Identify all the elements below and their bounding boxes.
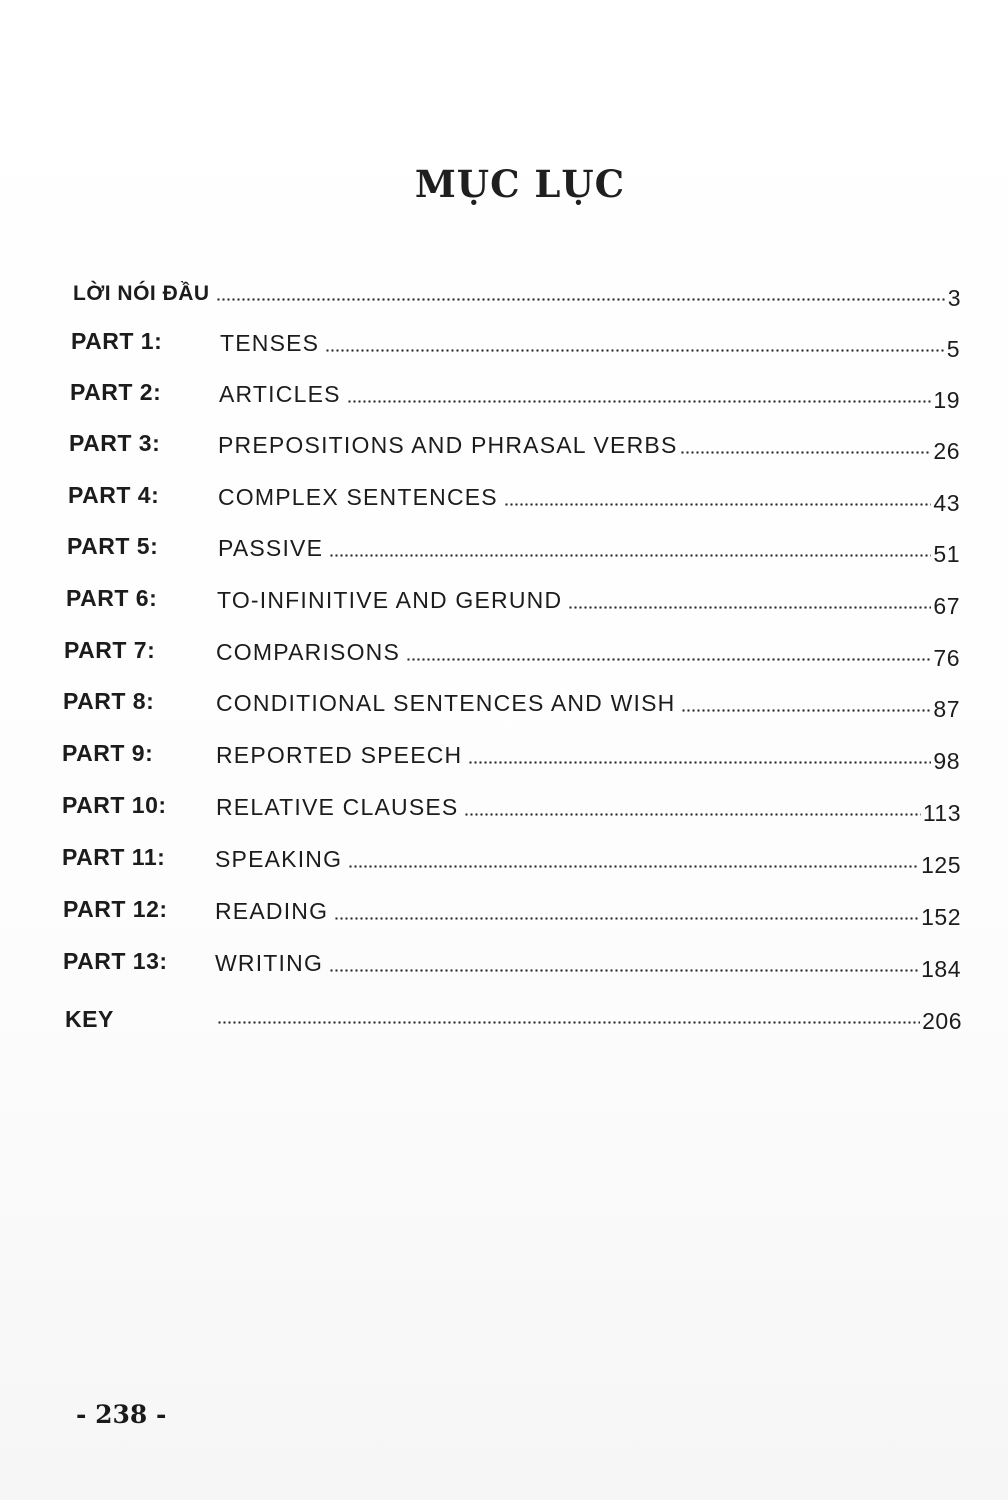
toc-entry-label: PART 9: <box>62 740 154 766</box>
toc-entry-part-8[interactable] <box>63 687 960 722</box>
toc-entry-page: 5 <box>946 336 960 362</box>
page-title: MỤC LỤC <box>414 162 626 206</box>
toc-entry-label: PART 8: <box>63 688 155 714</box>
toc-entry-part-11[interactable] <box>62 843 961 878</box>
toc-entry-title: RELATIVE CLAUSES <box>216 794 459 820</box>
toc-entry-page: 26 <box>933 438 960 464</box>
toc-entry-page: 125 <box>921 852 961 878</box>
toc-entry-label: LỜI NÓI ĐẦU <box>73 282 210 305</box>
toc-entry-part-7[interactable] <box>64 636 960 671</box>
toc-entry-title: COMPLEX SENTENCES <box>218 484 498 510</box>
toc-entry-label: PART 1: <box>71 328 163 354</box>
toc-entry-part-3[interactable] <box>69 429 960 464</box>
toc-entry-label: PART 2: <box>70 379 162 405</box>
toc-leader-dots <box>334 917 919 920</box>
toc-leader-dots <box>348 865 919 868</box>
toc-entry-page: 19 <box>933 387 960 413</box>
toc-entry-label: PART 4: <box>68 482 160 508</box>
toc-leader-dots <box>329 554 931 557</box>
toc-entry-page: 152 <box>921 904 961 930</box>
toc-leader-dots <box>406 658 931 661</box>
toc-leader-dots <box>504 503 932 506</box>
toc-entry-key[interactable] <box>65 999 962 1034</box>
toc-entry-title: READING <box>215 898 329 924</box>
toc-entry-part-13[interactable] <box>63 947 961 982</box>
toc-leader-dots <box>464 813 920 816</box>
toc-entry-page: 87 <box>933 696 960 722</box>
toc-entry-label: PART 13: <box>63 948 168 974</box>
toc-leader-dots <box>568 606 931 609</box>
toc-entry-title: TENSES <box>220 330 320 356</box>
toc-entry-title: SPEAKING <box>215 846 343 872</box>
page-number: - 238 - <box>76 1400 167 1429</box>
toc-entry-title: COMPARISONS <box>216 639 401 665</box>
toc-entry-part-5[interactable] <box>67 532 960 567</box>
toc-entry-label: PART 3: <box>69 430 161 456</box>
toc-entry-label: PART 11: <box>62 844 166 870</box>
toc-entry-label: PART 6: <box>66 585 158 611</box>
toc-entry-title: ARTICLES <box>219 381 341 407</box>
toc-entry-label: PART 7: <box>64 637 156 663</box>
toc-entry-part-12[interactable] <box>63 895 961 930</box>
toc-entry-title: PREPOSITIONS AND PHRASAL VERBS <box>218 432 678 458</box>
toc-entry-page: 76 <box>933 645 960 671</box>
toc-entry-part-6[interactable] <box>66 584 960 619</box>
toc-entry-title: REPORTED SPEECH <box>216 742 463 768</box>
toc-entry-page: 67 <box>933 593 960 619</box>
toc-entry-label: PART 12: <box>63 896 168 922</box>
toc-entry-part-4[interactable] <box>68 481 960 516</box>
toc-leader-dots <box>681 709 931 712</box>
toc-entry-label: KEY <box>65 1006 114 1032</box>
toc-entry-part-9[interactable] <box>62 739 960 774</box>
toc-entry-page: 43 <box>933 490 960 516</box>
toc-entry-page: 184 <box>921 956 961 982</box>
toc-entry-page: 51 <box>933 541 960 567</box>
toc-leader-dots <box>347 400 932 403</box>
toc-leader-dots <box>217 1021 920 1024</box>
toc-entry-page: 3 <box>947 285 961 311</box>
toc-leader-dots <box>325 349 944 352</box>
toc-entry-page: 206 <box>922 1008 962 1034</box>
toc-entry-part-1[interactable] <box>71 327 960 362</box>
toc-entry-title: TO-INFINITIVE AND GERUND <box>217 587 563 613</box>
toc-entry-page: 113 <box>922 800 961 826</box>
toc-leader-dots <box>468 761 931 764</box>
toc-entry-label: PART 5: <box>67 533 159 559</box>
toc-leader-dots <box>680 451 932 454</box>
toc-entry-label: PART 10: <box>62 792 167 818</box>
toc-entry-title: CONDITIONAL SENTENCES AND WISH <box>216 690 676 716</box>
toc-leader-dots <box>329 969 919 972</box>
toc-leader-dots <box>216 298 946 301</box>
toc-entry-part-10[interactable] <box>62 791 961 826</box>
toc-entry-page: 98 <box>933 748 960 774</box>
toc-entry-title: PASSIVE <box>218 535 324 561</box>
toc-entry-preface[interactable] <box>73 276 961 311</box>
toc-entry-title: WRITING <box>215 950 324 976</box>
toc-entry-part-2[interactable] <box>70 378 960 413</box>
